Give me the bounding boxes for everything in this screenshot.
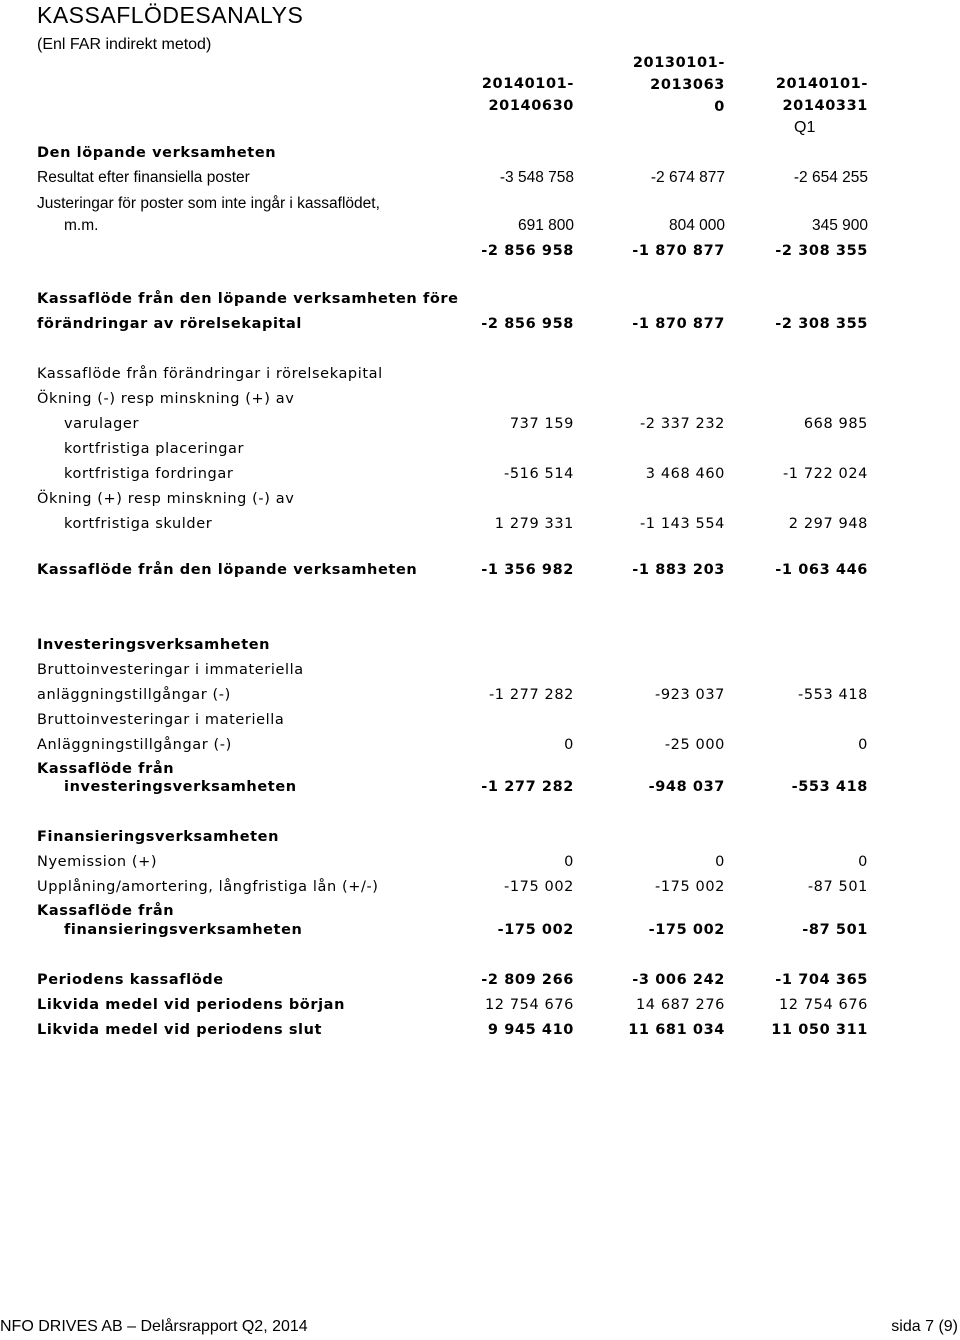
- value-2013-h1: -1 883 203: [632, 562, 725, 578]
- table-row: [0, 167, 960, 191]
- value-2014-q1: -2 654 255: [793, 169, 868, 186]
- table-row: [0, 1019, 960, 1043]
- value-2013-h1: 3 468 460: [645, 466, 725, 482]
- value-2013-h1: 0: [715, 854, 725, 870]
- row-label: anläggningstillgångar (-): [37, 687, 231, 703]
- value-2014-q1: 12 754 676: [778, 997, 868, 1013]
- page-subtitle: (Enl FAR indirekt metod): [37, 36, 212, 53]
- row-label: Bruttoinvesteringar i materiella: [37, 712, 285, 728]
- row-label: kortfristiga skulder: [64, 516, 213, 532]
- value-2014-q1: -87 501: [807, 879, 868, 895]
- row-label: Bruttoinvesteringar i immateriella: [37, 662, 304, 678]
- table-row: [0, 876, 960, 900]
- value-2013-h1: -175 002: [648, 922, 725, 938]
- table-row: [0, 388, 960, 412]
- row-label: Anläggningstillgångar (-): [37, 737, 232, 753]
- value-2014-h1: -516 514: [504, 466, 574, 482]
- value-2014-h1: 9 945 410: [487, 1022, 574, 1038]
- row-label: Ökning (+) resp minskning (-) av: [37, 491, 295, 507]
- row-label: kortfristiga placeringar: [64, 441, 245, 457]
- table-row: [0, 634, 960, 658]
- value-2014-h1: -2 856 958: [481, 243, 574, 259]
- value-2013-h1: -3 006 242: [632, 972, 725, 988]
- row-label: Resultat efter finansiella poster: [37, 169, 250, 186]
- table-row: [0, 709, 960, 733]
- value-2014-h1: -2 809 266: [481, 972, 574, 988]
- value-2014-q1: 0: [858, 854, 868, 870]
- column-header-2013-h1: 20130101- 2013063 0: [632, 55, 725, 115]
- value-2014-h1: 737 159: [509, 416, 574, 432]
- row-label: Likvida medel vid periodens slut: [37, 1022, 323, 1038]
- footer-company: NFO DRIVES AB – Delårsrapport Q2, 2014: [0, 1318, 308, 1335]
- row-label: Periodens kassaflöde: [37, 972, 224, 988]
- row-label: Nyemission (+): [37, 854, 158, 870]
- column-header-q1-label: Q1: [794, 119, 816, 136]
- table-row: [0, 851, 960, 875]
- value-2014-q1: -553 418: [791, 779, 868, 795]
- table-row: [0, 288, 960, 312]
- value-2013-h1: -1 870 877: [632, 316, 725, 332]
- table-row: [0, 969, 960, 993]
- value-2014-q1: -87 501: [802, 922, 868, 938]
- value-2013-h1: -25 000: [664, 737, 725, 753]
- value-2013-h1: -923 037: [655, 687, 725, 703]
- row-label: Finansieringsverksamheten: [37, 829, 280, 845]
- value-2014-q1: -1 063 446: [775, 562, 868, 578]
- row-label: Investeringsverksamheten: [37, 637, 271, 653]
- column-header-2014-h1: 20140101- 20140630: [481, 76, 574, 114]
- table-row: [0, 826, 960, 850]
- row-label: varulager: [64, 416, 140, 432]
- value-2014-q1: 2 297 948: [788, 516, 868, 532]
- row-label: Justeringar för poster som inte ingår i kassaflödet,: [37, 195, 380, 212]
- table-row: [0, 513, 960, 537]
- row-label: Kassaflöde från förändringar i rörelsekapital: [37, 366, 383, 382]
- table-row: [0, 313, 960, 337]
- row-label: Den löpande verksamheten: [37, 145, 277, 161]
- column-header-2014-q1: 20140101- 20140331: [775, 76, 868, 114]
- value-2014-h1: -1 277 282: [481, 779, 574, 795]
- row-label: finansieringsverksamheten: [64, 922, 303, 938]
- value-2014-h1: 0: [564, 737, 574, 753]
- value-2014-h1: -1 356 982: [481, 562, 574, 578]
- value-2014-h1: -2 856 958: [481, 316, 574, 332]
- row-label: m.m.: [64, 217, 99, 234]
- table-row: [0, 994, 960, 1018]
- table-row: [0, 659, 960, 683]
- value-2014-h1: -175 002: [504, 879, 574, 895]
- footer-page-number: sida 7 (9): [891, 1318, 958, 1335]
- value-2013-h1: 11 681 034: [628, 1022, 725, 1038]
- value-2013-h1: 14 687 276: [635, 997, 725, 1013]
- row-label: Kassaflöde från den löpande verksamheten före: [37, 291, 459, 307]
- row-label: förändringar av rörelsekapital: [37, 316, 302, 332]
- row-label: Ökning (-) resp minskning (+) av: [37, 391, 295, 407]
- value-2013-h1: -2 337 232: [639, 416, 725, 432]
- table-row: [0, 142, 960, 166]
- table-row: [0, 919, 960, 943]
- value-2014-h1: 691 800: [517, 217, 574, 234]
- row-label: Kassaflöde från: [37, 761, 175, 777]
- value-2013-h1: 804 000: [668, 217, 725, 234]
- value-2014-q1: -2 308 355: [775, 243, 868, 259]
- table-row: [0, 438, 960, 462]
- table-row: [0, 463, 960, 487]
- value-2014-q1: -2 308 355: [775, 316, 868, 332]
- table-row: [0, 193, 960, 217]
- value-2014-q1: 0: [858, 737, 868, 753]
- value-2014-q1: 11 050 311: [771, 1022, 868, 1038]
- value-2014-h1: -175 002: [497, 922, 574, 938]
- value-2014-h1: -1 277 282: [488, 687, 574, 703]
- table-row: [0, 215, 960, 239]
- value-2013-h1: -948 037: [648, 779, 725, 795]
- table-row: [0, 363, 960, 387]
- page-title: KASSAFLÖDESANALYS: [37, 2, 304, 28]
- table-row: [0, 684, 960, 708]
- value-2014-q1: -1 704 365: [775, 972, 868, 988]
- value-2013-h1: -1 143 554: [639, 516, 725, 532]
- row-label: Likvida medel vid periodens början: [37, 997, 345, 1013]
- value-2014-h1: -3 548 758: [499, 169, 574, 186]
- value-2013-h1: -175 002: [655, 879, 725, 895]
- row-label: Upplåning/amortering, långfristiga lån (+/-): [37, 879, 379, 895]
- value-2014-q1: -553 418: [798, 687, 868, 703]
- row-label: Kassaflöde från den löpande verksamheten: [37, 562, 418, 578]
- table-row: [0, 488, 960, 512]
- value-2014-q1: 668 985: [803, 416, 868, 432]
- value-2013-h1: -1 870 877: [632, 243, 725, 259]
- table-row: [0, 413, 960, 437]
- table-row: [0, 559, 960, 583]
- value-2014-q1: 345 900: [811, 217, 868, 234]
- row-label: investeringsverksamheten: [64, 779, 297, 795]
- row-label: Kassaflöde från: [37, 903, 175, 919]
- row-label: kortfristiga fordringar: [64, 466, 234, 482]
- table-row: [0, 734, 960, 758]
- value-2013-h1: -2 674 877: [650, 169, 725, 186]
- value-2014-h1: 12 754 676: [484, 997, 574, 1013]
- value-2014-h1: 0: [564, 854, 574, 870]
- table-row: [0, 776, 960, 800]
- value-2014-h1: 1 279 331: [494, 516, 574, 532]
- value-2014-q1: -1 722 024: [782, 466, 868, 482]
- table-row: [0, 240, 960, 264]
